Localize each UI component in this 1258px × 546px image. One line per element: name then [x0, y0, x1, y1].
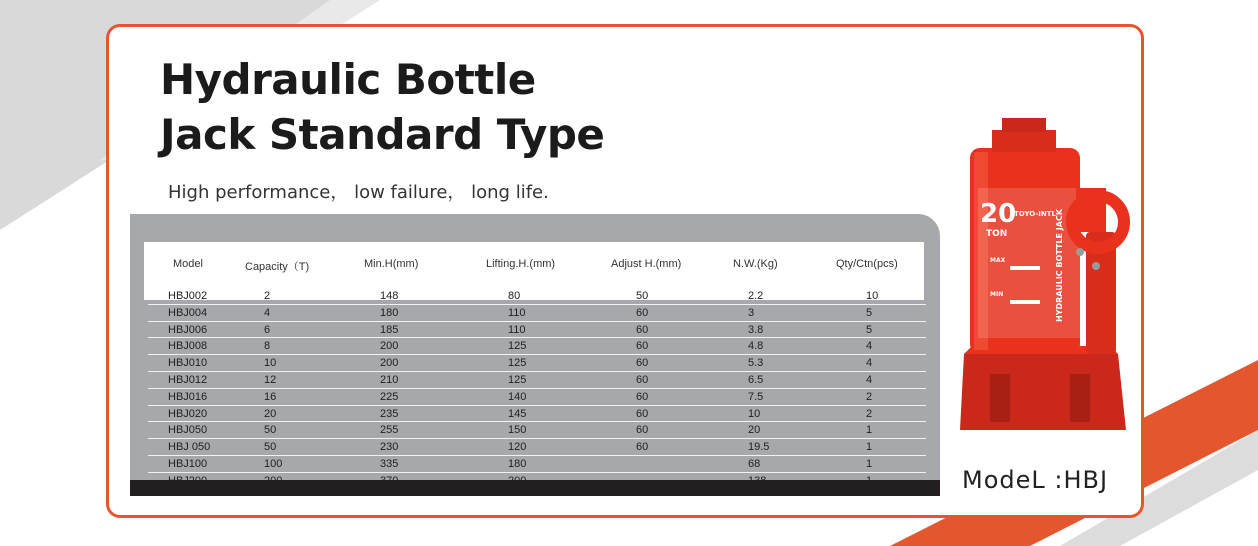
model-label: ModeL :HBJ [962, 466, 1109, 494]
table-row [148, 456, 926, 473]
cell-net-weight: 10 [748, 407, 761, 420]
cell-lifting-height: 110 [508, 323, 526, 336]
cell-adjust-height: 50 [636, 290, 649, 302]
capacity-number-text: 20 [980, 199, 1017, 229]
header-net-weight: N.W.(Kg) [733, 258, 778, 270]
cell-min-height: 200 [380, 340, 399, 353]
cell-net-weight: 68 [748, 457, 761, 470]
cell-qty-per-carton: 10 [866, 290, 879, 302]
cell-min-height: 235 [380, 407, 399, 420]
header-lifting-height: Lifting.H.(mm) [486, 258, 556, 270]
table-row [148, 389, 926, 406]
capacity-unit-text: TON [986, 229, 1008, 239]
cell-min-height: 225 [380, 390, 399, 403]
cell-qty-per-carton: 4 [866, 373, 873, 386]
cell-model: HBJ012 [168, 373, 208, 386]
table-row [148, 372, 926, 389]
cell-min-height: 148 [380, 290, 399, 302]
cell-adjust-height: 60 [636, 340, 649, 353]
cell-capacity: 16 [264, 390, 277, 403]
cell-lifting-height: 125 [508, 373, 527, 386]
cell-capacity: 8 [264, 340, 271, 353]
brand-text: TOYO-INTL [1014, 210, 1056, 218]
cell-model: HBJ004 [168, 306, 208, 319]
max-text: MAX [990, 257, 1006, 264]
cell-net-weight: 2.2 [748, 290, 764, 302]
cell-adjust-height: 60 [636, 357, 649, 370]
cell-adjust-height: 60 [636, 424, 649, 437]
cell-min-height: 230 [380, 441, 399, 454]
cell-qty-per-carton: 5 [866, 323, 873, 336]
header-min-height: Min.H(mm) [364, 258, 419, 270]
cell-adjust-height: 60 [636, 390, 649, 403]
header-qty-per-carton: Qty/Ctn(pcs) [836, 258, 898, 270]
cell-adjust-height: 60 [636, 407, 649, 420]
cell-qty-per-carton: 1 [866, 457, 873, 470]
cell-min-height: 180 [380, 306, 399, 319]
cell-lifting-height: 125 [508, 340, 527, 353]
spec-table [130, 214, 940, 496]
cell-min-height: 185 [380, 323, 399, 336]
cell-net-weight: 3.8 [748, 323, 764, 336]
cell-net-weight: 6.5 [748, 373, 764, 386]
cell-qty-per-carton: 5 [866, 306, 873, 319]
cell-lifting-height: 145 [508, 407, 527, 420]
title-line-2: Jack Standard Type [160, 110, 605, 159]
cell-capacity: 2 [264, 290, 271, 302]
cell-lifting-height: 120 [508, 441, 527, 454]
cell-adjust-height: 60 [636, 323, 649, 336]
cell-model: HBJ100 [168, 457, 208, 470]
header-model: Model [173, 258, 203, 270]
cell-lifting-height: 140 [508, 390, 527, 403]
header-adjust-height: Adjust H.(mm) [611, 258, 682, 270]
cell-capacity: 20 [264, 407, 277, 420]
cell-model: HBJ 050 [168, 441, 211, 454]
table-row [148, 338, 926, 355]
cell-capacity: 50 [264, 441, 277, 454]
cell-model: HBJ050 [168, 424, 208, 437]
cell-net-weight: 19.5 [748, 441, 770, 454]
cell-qty-per-carton: 1 [866, 441, 873, 454]
cell-adjust-height: 60 [636, 373, 649, 386]
cell-lifting-height: 125 [508, 357, 527, 370]
cell-min-height: 210 [380, 373, 399, 386]
cell-min-height: 255 [380, 424, 399, 437]
cell-capacity: 4 [264, 306, 271, 319]
cell-lifting-height: 80 [508, 290, 521, 302]
cell-capacity: 6 [264, 323, 271, 336]
cell-lifting-height: 180 [508, 457, 527, 470]
bottle-jack-image [950, 112, 1136, 430]
table-row [148, 305, 926, 322]
cell-model: HBJ008 [168, 340, 208, 353]
table-footer-bar [130, 480, 940, 496]
cell-model: HBJ016 [168, 390, 208, 403]
cell-qty-per-carton: 4 [866, 340, 873, 353]
cell-net-weight: 20 [748, 424, 761, 437]
table-row [148, 288, 926, 305]
cell-model: HBJ002 [168, 290, 208, 302]
cell-model: HBJ010 [168, 357, 208, 370]
cell-min-height: 335 [380, 457, 399, 470]
cell-capacity: 12 [264, 373, 277, 386]
cell-adjust-height: 60 [636, 306, 649, 319]
table-row [148, 422, 926, 439]
cell-capacity: 10 [264, 357, 277, 370]
cell-min-height: 200 [380, 357, 399, 370]
cell-capacity: 100 [264, 457, 283, 470]
subtitle: High performance， low failure， long life. [168, 182, 549, 203]
cell-net-weight: 4.8 [748, 340, 764, 353]
cell-capacity: 50 [264, 424, 277, 437]
header-capacity: Capacity（T) [245, 261, 310, 273]
cell-net-weight: 3 [748, 306, 755, 319]
table-row [148, 406, 926, 423]
page-title [160, 52, 604, 162]
table-row [148, 322, 926, 339]
cell-qty-per-carton: 2 [866, 407, 873, 420]
product-vertical-text: HYDRAULIC BOTTLE JACK [1055, 208, 1064, 322]
cell-model: HBJ020 [168, 407, 208, 420]
table-row [148, 355, 926, 372]
cell-net-weight: 5.3 [748, 357, 764, 370]
min-text: MIN [990, 291, 1004, 298]
title-line-1: Hydraulic Bottle [160, 55, 536, 104]
table-row [148, 439, 926, 456]
cell-net-weight: 7.5 [748, 390, 764, 403]
cell-qty-per-carton: 2 [866, 390, 873, 403]
cell-lifting-height: 110 [508, 306, 526, 319]
table-body [148, 288, 926, 490]
cell-adjust-height: 60 [636, 441, 649, 454]
cell-qty-per-carton: 4 [866, 357, 873, 370]
cell-lifting-height: 150 [508, 424, 527, 437]
cell-qty-per-carton: 1 [866, 424, 873, 437]
cell-model: HBJ006 [168, 323, 208, 336]
